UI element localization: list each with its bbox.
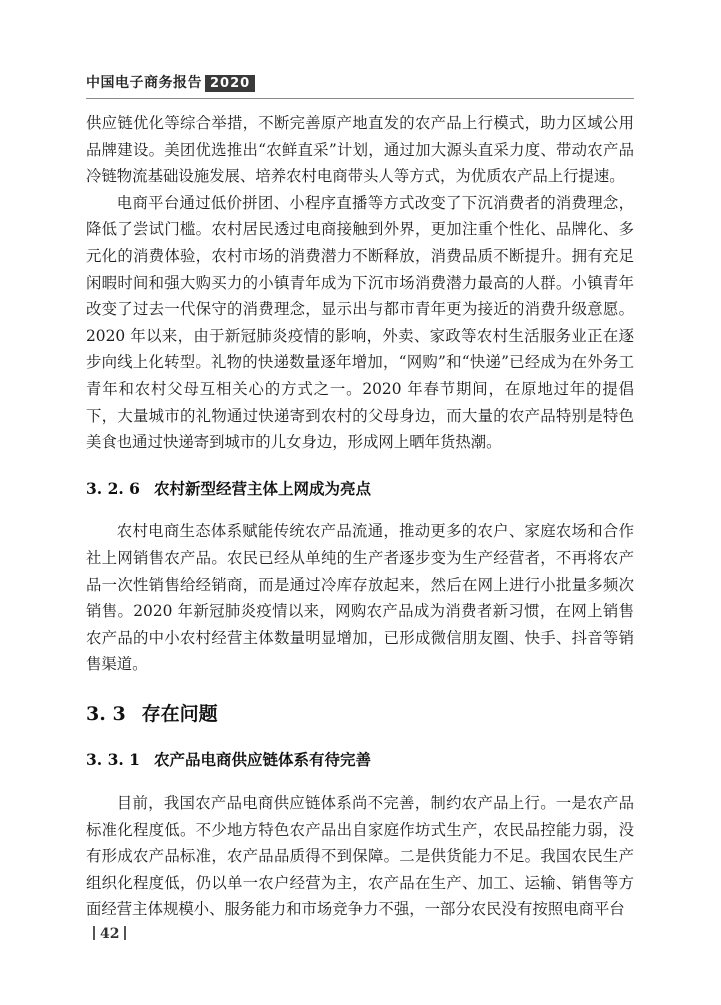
section-number: 3. 3 — [86, 702, 126, 725]
footer-bar-left — [93, 926, 95, 940]
report-year-badge: 2020 — [205, 75, 255, 92]
paragraph-continued: 供应链优化等综合举措，不断完善原产地直发的农产品上行模式，助力区域公用品牌建设。美团优选推出“农鲜直采”计划，通过加大源头直采力度、带动农产品冷链物流基础设施发展、培养农村电商带头人等方式，为优质农产品上行提速。 — [86, 114, 634, 186]
header-divider — [86, 98, 634, 99]
footer-bar-right — [124, 926, 126, 940]
paragraph: 目前，我国农产品电商供应链体系尚不完善，制约农产品上行。一是农产品标准化程度低。不少地方特色农产品出自家庭作坊式生产，农民品控能力弱，没有形成农产品标准，农产品品质得不到保障。二是供货能力不足。我国农民生产组织化程度低，仍以单一农户经营为主，农产品在生产、加工、运输、销售等方面经营主体规模小、服务能力和市场竞争力不强，一部分农民没有按照电商平台 — [86, 794, 634, 919]
report-title-text: 中国电子商务报告 — [86, 75, 202, 91]
section-heading-3-2-6 — [86, 476, 634, 503]
running-header — [86, 72, 634, 99]
report-title — [86, 72, 634, 92]
section-heading-3-3-1 — [86, 747, 634, 774]
section-title: 存在问题 — [141, 702, 218, 725]
section-number: 3. 3. 1 — [86, 750, 140, 770]
page-number: 42 — [100, 926, 120, 942]
paragraph: 电商平台通过低价拼团、小程序直播等方式改变了下沉消费者的消费理念，降低了尝试门槛。农村居民透过电商接触到外界，更加注重个性化、品牌化、多元化的消费体验，农村市场的消费潜力不断释放，消费品质不断提升。拥有充足闲暇时间和强大购买力的小镇青年成为下沉市场消费潜力最高的人群。小镇青年改变了过去一代保守的消费理念，显示出与都市青年更为接近的消费升级意愿。2020 年以来，由于新冠肺炎疫情的影响，外卖、家政等农村生活服务业正在逐步向线上化转型。礼物的快递数量逐年增加，“网购”和“快递”已经成为在外务工青年和农村父母互相关心的方式之一。2020 年春节期间，在原地过年的提倡下，大量城市的礼物通过快递寄到农村的父母身边，而大量的农产品特别是特色美食也通过快递寄到城市的儿女身边，形成网上晒年货热潮。 — [86, 193, 634, 452]
page-footer — [88, 926, 131, 942]
section-title: 农村新型经营主体上网成为亮点 — [153, 479, 371, 498]
section-number: 3. 2. 6 — [86, 478, 140, 498]
paragraph: 农村电商生态体系赋能传统农产品流通，推动更多的农户、家庭农场和合作社上网销售农产品。农民已经从单纯的生产者逐步变为生产经营者，不再将农产品一次性销售给经销商，而是通过冷库存放起来，然后在网上进行小批量多频次销售。2020 年新冠肺炎疫情以来，网购农产品成为消费者新习惯，在网上销售农产品的中小农村经营主体数量明显增加，已形成微信朋友圈、快手、抖音等销售渠道。 — [86, 522, 634, 674]
section-title: 农产品电商供应链体系有待完善 — [153, 751, 371, 770]
section-heading-3-3 — [86, 701, 634, 728]
body-text — [86, 110, 634, 923]
